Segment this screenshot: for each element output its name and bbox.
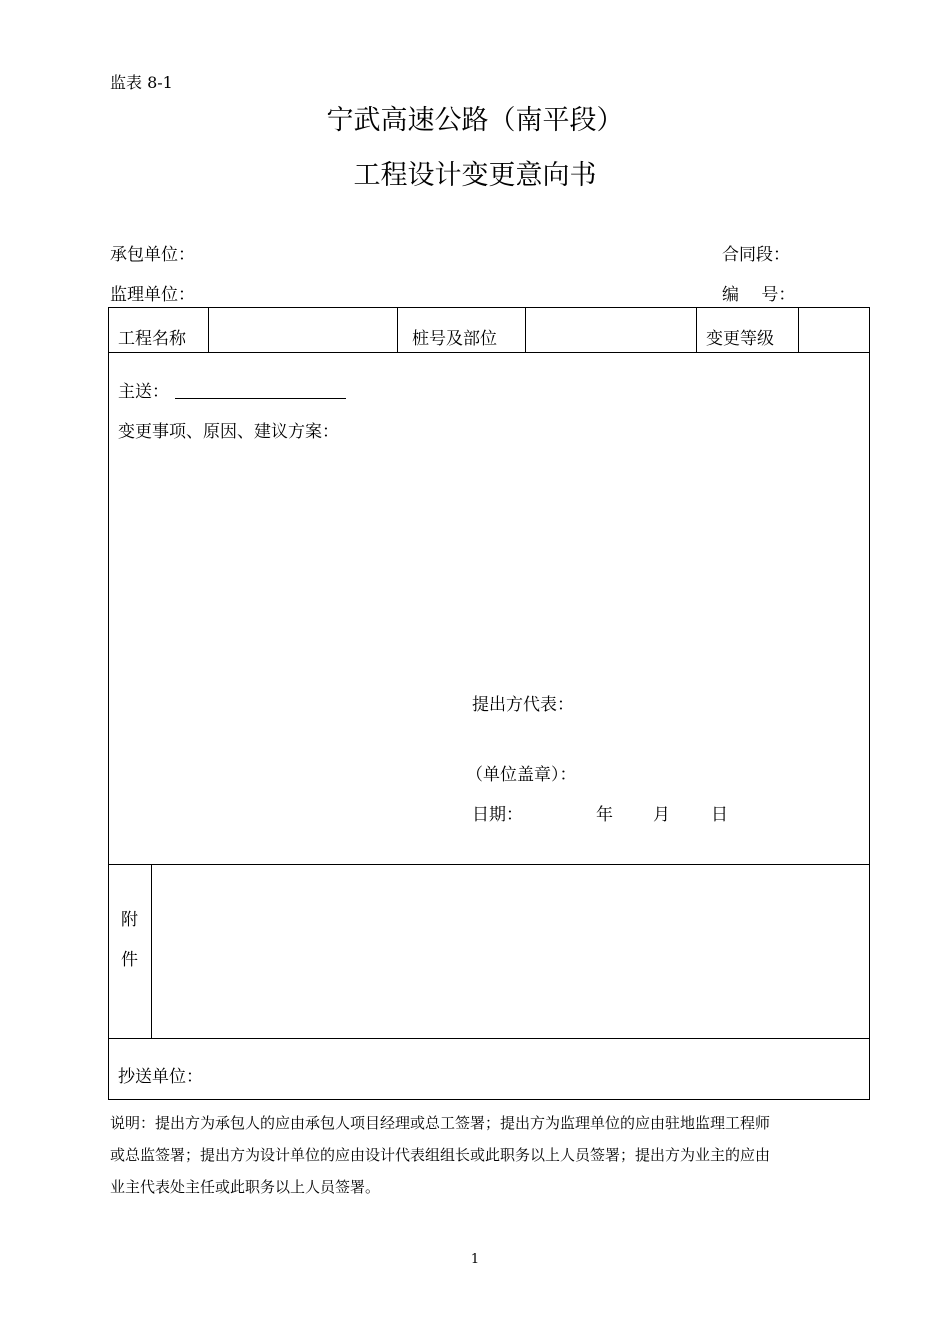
attachment-col-divider [151,864,152,1038]
note-line-1: 说明：提出方为承包人的应由承包人项目经理或总工签署；提出方为监理单位的应由驻地监理工程师 [110,1114,771,1132]
attachment-divider [108,1038,870,1039]
document-title: 宁武高速公路（南平段） [326,105,624,136]
header-col-divider [208,307,209,352]
form-code: 监表 8-1 [110,73,173,92]
main-section-divider [108,864,870,865]
date-day-label: 日 [711,805,728,825]
header-row-divider [108,352,870,353]
note-line-3: 业主代表处主任或此职务以上人员签署。 [110,1178,381,1196]
project-name-label: 工程名称 [118,329,186,349]
number-label: 编 号： [722,285,796,305]
header-col-divider [397,307,398,352]
date-month-label: 月 [653,805,670,825]
header-col-divider [696,307,697,352]
supervisor-label: 监理单位： [110,285,195,305]
send-to-label: 主送： [118,382,169,402]
header-col-divider [798,307,799,352]
proposer-rep-label: 提出方代表： [472,695,574,715]
seal-label: （单位盖章）： [466,765,577,785]
page-number: 1 [470,1252,480,1267]
attachment-label-char1: 附 [121,910,138,930]
document-subtitle: 工程设计变更意向书 [353,160,597,191]
change-items-label: 变更事项、原因、建议方案： [118,422,339,442]
station-label: 桩号及部位 [412,329,497,349]
contract-section-label: 合同段： [722,245,790,265]
send-to-underline[interactable] [175,398,346,399]
date-year-label: 年 [596,805,613,825]
attachment-label-char2: 件 [121,950,138,970]
date-label: 日期： [472,805,523,825]
change-grade-label: 变更等级 [706,329,774,349]
contractor-label: 承包单位： [110,245,195,265]
cc-label: 抄送单位： [118,1067,203,1087]
header-col-divider [525,307,526,352]
note-line-2: 或总监签署；提出方为设计单位的应由设计代表组组长或此职务以上人员签署；提出方为业主的应由 [110,1146,771,1164]
